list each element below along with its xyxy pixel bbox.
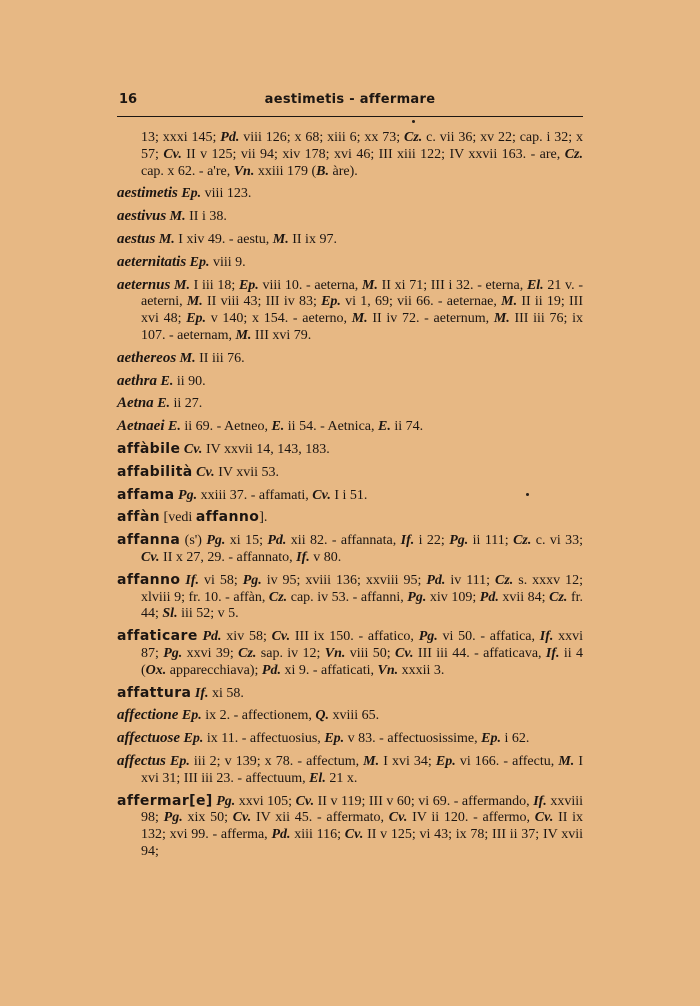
work-abbreviation: M.: [493, 311, 510, 327]
work-abbreviation: Ep.: [186, 311, 207, 327]
work-abbreviation: E.: [271, 419, 285, 435]
citation-text: xxiii 37. - affamati,: [197, 487, 313, 503]
citation-text: xi 9. - affaticati,: [280, 662, 378, 678]
work-abbreviation: If.: [185, 572, 200, 588]
citation-text: vi 166. - affectu,: [455, 753, 559, 769]
work-abbreviation: If.: [539, 629, 554, 645]
citation-text: I xvi 31; III iii 23. - affectuum,: [141, 753, 584, 786]
running-head: [117, 90, 583, 110]
work-abbreviation: Pg.: [163, 810, 183, 826]
dictionary-entry: [117, 350, 583, 368]
citation-text: II iii 76.: [195, 350, 245, 366]
headword: Aetna: [117, 395, 154, 412]
citation-text: ii 27.: [170, 396, 203, 412]
citation-text: c. vi 33;: [531, 533, 584, 549]
work-abbreviation: E.: [378, 419, 391, 435]
dictionary-entry: [117, 418, 583, 436]
dictionary-entry: [117, 572, 583, 623]
work-abbreviation: Cv.: [196, 464, 215, 480]
work-abbreviation: Cv.: [395, 645, 414, 661]
headword: aeternus: [117, 276, 171, 293]
page-number: 16: [119, 92, 138, 107]
citation-text: II ii 19; III xvi 48;: [141, 294, 584, 327]
work-abbreviation: B.: [316, 163, 330, 179]
work-abbreviation: El.: [526, 277, 544, 293]
citation-text: iii 52; v 5.: [177, 606, 239, 622]
work-abbreviation: Cv.: [388, 810, 408, 826]
headword: affabilità: [117, 463, 193, 480]
work-abbreviation: Pd.: [261, 662, 281, 678]
citation-text: xix 50;: [182, 810, 233, 826]
citation-text: xi 15;: [225, 533, 268, 549]
dictionary-entry: [117, 130, 583, 180]
citation-text: III xvi 79.: [251, 327, 312, 343]
citation-text: v 83. - affectuosissime,: [344, 731, 482, 747]
work-abbreviation: If.: [296, 549, 310, 565]
dictionary-entry: [117, 373, 583, 391]
citation-text: II x 27, 29. - affannato,: [159, 549, 297, 565]
citation-text: III ix 150. - affatico,: [290, 629, 419, 645]
work-abbreviation: If.: [400, 533, 415, 549]
headword: affàbile: [117, 440, 181, 457]
citation-text: xi 58.: [208, 685, 244, 701]
citation-text: viii 9.: [209, 254, 246, 270]
headword: affaticare: [117, 628, 198, 645]
work-abbreviation: Q.: [315, 708, 329, 724]
citation-text: I xiv 49. - aestu,: [174, 231, 273, 247]
work-abbreviation: Cz.: [564, 146, 583, 162]
work-abbreviation: Pg.: [407, 589, 427, 605]
citation-text: III iii 76; ix 107. - aeternam,: [141, 311, 584, 343]
citation-text: xvii 84;: [498, 589, 550, 605]
work-abbreviation: Ep.: [183, 731, 204, 747]
dictionary-entry: [117, 208, 583, 226]
work-abbreviation: If.: [194, 685, 209, 701]
citation-text: i 22;: [414, 533, 450, 549]
citation-text: sap. iv 12;: [256, 645, 325, 661]
work-abbreviation: Vn.: [377, 662, 399, 678]
dictionary-entry: [117, 185, 583, 203]
citation-text: [vedi: [160, 510, 196, 526]
citation-text: IV xxvii 14, 143, 183.: [202, 441, 330, 457]
work-abbreviation: Cv.: [183, 441, 203, 457]
work-abbreviation: Pg.: [163, 645, 183, 661]
work-abbreviation: Pd.: [426, 572, 446, 588]
citation-text: ii 54. - Aetnica,: [284, 419, 378, 435]
dictionary-entry: [117, 730, 583, 748]
work-abbreviation: Cz.: [513, 533, 532, 549]
dictionary-entry: [117, 487, 583, 505]
dictionary-entry: [117, 793, 583, 861]
citation-text: II ix 132; xvi 99. - afferma,: [141, 810, 584, 843]
work-abbreviation: M.: [558, 753, 575, 769]
dictionary-entry: [117, 753, 583, 788]
headword: affectuose: [117, 730, 181, 747]
citation-text: xxvi 105;: [235, 793, 296, 809]
citation-text: 21 v. - aeterni,: [141, 277, 583, 310]
citation-text: viii 123.: [201, 186, 252, 202]
work-abbreviation: Cv.: [271, 629, 291, 645]
citation-text: xiii 116;: [290, 827, 345, 843]
work-abbreviation: Vn.: [324, 645, 346, 661]
cross-reference: affanno: [195, 509, 260, 526]
work-abbreviation: Cz.: [495, 572, 514, 588]
citation-text: iii 2; v 139; x 78. - affectum,: [189, 753, 364, 769]
citation-text: I iii 18;: [189, 277, 239, 293]
work-abbreviation: Ep.: [181, 708, 202, 724]
work-abbreviation: If.: [533, 793, 547, 809]
header-rule: [117, 116, 583, 117]
citation-text: viii 126; x 68; xiii 6; xx 73;: [239, 130, 404, 145]
dictionary-entry: [117, 628, 583, 679]
work-abbreviation: E.: [160, 373, 174, 389]
headword: affanna: [117, 532, 181, 549]
citation-text: xxvi 87;: [141, 629, 584, 661]
citation-text: II v 119; III v 60; vi 69. - affermando,: [314, 793, 534, 809]
work-abbreviation: Pd.: [479, 589, 499, 605]
work-abbreviation: Pd.: [271, 827, 291, 843]
citation-text: vi 50. - affatica,: [437, 629, 540, 645]
citation-text: 21 x.: [325, 770, 358, 786]
citation-text: II viii 43; III iv 83;: [202, 294, 322, 310]
dictionary-entry: [117, 395, 583, 413]
work-abbreviation: Vn.: [233, 163, 255, 179]
citation-text: II v 125; vi 43; ix 78; III ii 37; IV xvii 94;: [141, 827, 583, 859]
work-abbreviation: Pd.: [202, 629, 222, 645]
work-abbreviation: Pd.: [267, 533, 287, 549]
work-abbreviation: Pd.: [220, 130, 240, 145]
dictionary-entry: [117, 231, 583, 249]
dictionary-entry: [117, 464, 583, 482]
work-abbreviation: Pg.: [449, 533, 469, 549]
work-abbreviation: M.: [501, 294, 518, 310]
citation-text: II xi 71; III i 32. - eterna,: [377, 277, 527, 293]
work-abbreviation: M.: [186, 294, 203, 310]
citation-text: xxxii 3.: [398, 662, 445, 678]
running-title: aestimetis - affermare: [264, 92, 436, 107]
headword: aethereos: [117, 349, 177, 366]
citation-text: III iii 44. - affaticava,: [413, 645, 546, 661]
citation-text: xiv 109;: [426, 589, 480, 605]
headword: affanno: [117, 571, 181, 588]
headword: aeternitatis: [117, 253, 187, 270]
work-abbreviation: Pg.: [242, 572, 262, 588]
work-abbreviation: M.: [235, 327, 252, 343]
citation-text: fr. 44;: [141, 589, 584, 622]
headword: affectione: [117, 707, 179, 724]
work-abbreviation: Ep.: [181, 186, 202, 202]
citation-text: II iv 72. - aeternum,: [367, 311, 494, 327]
citation-text: ix 2. - affectionem,: [201, 708, 316, 724]
citation-text: 13; xxxi 145;: [141, 130, 221, 145]
citation-text: II ix 97.: [288, 231, 337, 247]
citation-text: v 140; x 154. - aeterno,: [206, 311, 352, 327]
dictionary-entry: [117, 277, 583, 345]
work-abbreviation: Cz.: [403, 130, 423, 145]
citation-text: xviii 65.: [329, 708, 380, 724]
citation-text: ii 4 (: [141, 645, 584, 678]
work-abbreviation: Pg.: [216, 793, 236, 809]
citation-text: ii 69. - Aetneo,: [180, 419, 272, 435]
work-abbreviation: Cv.: [312, 487, 331, 503]
work-abbreviation: M.: [179, 350, 196, 366]
citation-text: xxvi 39;: [182, 645, 239, 661]
citation-text: I xvi 34;: [379, 753, 436, 769]
citation-text: xii 82. - affannata,: [286, 533, 401, 549]
headword: affattura: [117, 684, 192, 701]
citation-text: iv 95; xviii 136; xxviii 95;: [261, 572, 427, 588]
citation-text: IV ii 120. - affermo,: [407, 810, 535, 826]
citation-text: II v 125; vii 94; xiv 178; xvi 46; III xiii 122; IV xxvii 163. - are,: [181, 146, 565, 162]
work-abbreviation: Cv.: [163, 146, 182, 162]
work-abbreviation: Pg.: [178, 487, 198, 503]
speck-mark: [412, 120, 415, 123]
citation-text: IV xii 45. - affermato,: [251, 810, 389, 826]
headword: aestus: [117, 230, 156, 247]
work-abbreviation: Ep.: [324, 731, 345, 747]
headword: affàn: [117, 509, 161, 526]
work-abbreviation: El.: [309, 770, 326, 786]
work-abbreviation: Cv.: [232, 810, 252, 826]
headword: aestivus: [117, 208, 167, 225]
work-abbreviation: Cz.: [268, 589, 288, 605]
work-abbreviation: M.: [158, 231, 175, 247]
citation-text: cap. iv 53. - affanni,: [287, 589, 408, 605]
work-abbreviation: M.: [351, 311, 368, 327]
citation-text: cap. x 62. - a're,: [141, 163, 234, 179]
work-abbreviation: E.: [157, 396, 171, 412]
work-abbreviation: M.: [361, 277, 378, 293]
citation-text: v 80.: [309, 549, 342, 565]
citation-text: ].: [259, 510, 268, 526]
citation-text: xiv 58;: [221, 629, 272, 645]
work-abbreviation: Ep.: [169, 753, 190, 769]
headword: affama: [117, 486, 175, 503]
citation-text: xxviii 98;: [141, 793, 583, 826]
citation-text: iv 111;: [445, 572, 496, 588]
dictionary-entry: [117, 254, 583, 272]
dictionary-entry: [117, 441, 583, 459]
work-abbreviation: Sl.: [162, 606, 178, 622]
work-abbreviation: Ep.: [238, 277, 259, 293]
citation-text: II i 38.: [185, 209, 227, 225]
citation-text: (s'): [180, 533, 207, 549]
work-abbreviation: Cv.: [295, 793, 315, 809]
dictionary-entry: [117, 509, 583, 527]
work-abbreviation: Ep.: [321, 294, 341, 310]
citation-text: I i 51.: [330, 487, 368, 503]
dictionary-entry: [117, 685, 583, 703]
citation-text: xxiii 179 (: [254, 163, 317, 179]
citation-text: s. xxxv 12; xlviii 9; fr. 10. - affàn,: [141, 572, 584, 605]
citation-text: c. vii 36; xv 22; cap. i 32; x 57;: [141, 130, 584, 162]
citation-text: viii 10. - aeterna,: [258, 277, 362, 293]
headword: affermar[e]: [117, 792, 213, 809]
work-abbreviation: Pg.: [418, 629, 438, 645]
work-abbreviation: E.: [168, 419, 181, 435]
dictionary-entry: [117, 707, 583, 725]
citation-text: àre).: [329, 163, 358, 179]
work-abbreviation: Ox.: [145, 662, 167, 678]
citation-text: vi 1, 69; vii 66. - aeternae,: [340, 294, 502, 310]
headword: Aetnaei: [117, 418, 165, 435]
work-abbreviation: Cv.: [344, 827, 364, 843]
work-abbreviation: If.: [545, 645, 560, 661]
citation-text: ii 90.: [173, 373, 206, 389]
citation-text: i 62.: [501, 731, 530, 747]
work-abbreviation: M.: [169, 209, 186, 225]
entries-column: [117, 130, 583, 866]
work-abbreviation: Cv.: [534, 810, 554, 826]
citation-text: vi 58;: [199, 572, 243, 588]
citation-text: viii 50;: [345, 645, 396, 661]
work-abbreviation: M.: [174, 277, 190, 293]
dictionary-entry: [117, 532, 583, 567]
citation-text: ii 111;: [468, 533, 514, 549]
citation-text: IV xvii 53.: [214, 464, 279, 480]
work-abbreviation: Ep.: [189, 254, 210, 270]
citation-text: ix 11. - affectuosius,: [203, 731, 325, 747]
work-abbreviation: Pg.: [206, 533, 226, 549]
work-abbreviation: Cv.: [141, 549, 160, 565]
work-abbreviation: Cz.: [549, 589, 568, 605]
work-abbreviation: Cz.: [238, 645, 257, 661]
citation-text: apparecchiava);: [166, 662, 262, 678]
work-abbreviation: M.: [363, 753, 380, 769]
headword: affectus: [117, 752, 166, 769]
work-abbreviation: M.: [272, 231, 289, 247]
citation-text: ii 74.: [390, 419, 424, 435]
headword: aethra: [117, 372, 158, 389]
work-abbreviation: Ep.: [435, 753, 456, 769]
headword: aestimetis: [117, 185, 178, 202]
work-abbreviation: Ep.: [481, 731, 501, 747]
